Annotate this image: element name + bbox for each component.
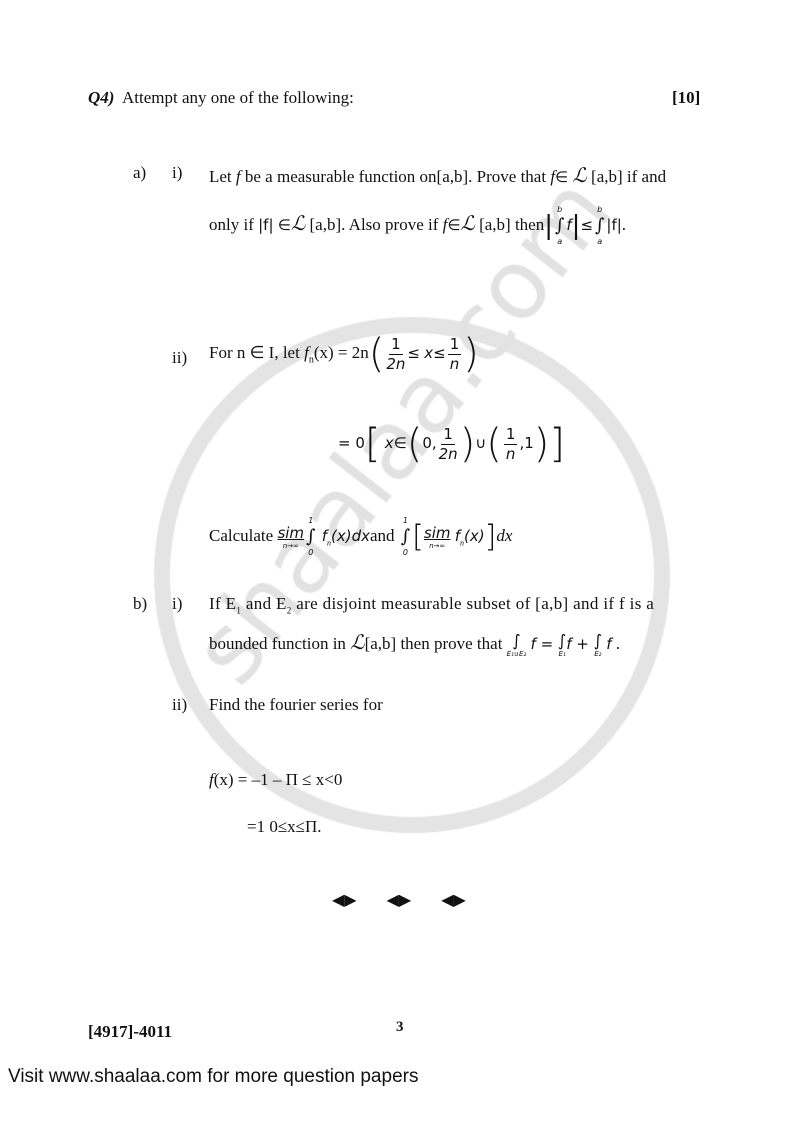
part-a-i-line2: only if |f| ∈ℒ [a,b]. Also prove if f∈ℒ [a,b] then| b ∫ a f|≤ b ∫ a |f|. (209, 205, 627, 246)
page-number: 3 (396, 1019, 404, 1035)
question-instruction: Attempt any one of the following: (122, 88, 354, 107)
part-a-ii-line1: For n ∈ I, let $f_n(x) = 2n$( $\frac{1}{2n}$ ≤ x≤ $\frac{1}{n}$ ) (209, 331, 479, 377)
part-a-ii-line3: Calculate sim n→∞ 1 ∫ 0 $f_n(x)dxand$ 1 ∫ 0 [ sim n→∞ $f_n(x)]dx$ (209, 516, 513, 557)
part-b-ii-text: Find the fourier series for (209, 695, 383, 714)
end-marks: ◀▶ ◀▶ ◀▶ (332, 890, 466, 909)
part-a-i-label: i) (172, 163, 183, 182)
part-b-i-line1: If $E_1$ and $E_2$ are disjoint measurable subset of [a,b] and if f is a (209, 594, 655, 616)
part-a-label: a) (133, 163, 147, 182)
question-header (88, 88, 354, 108)
paper-code: [4917]-4011 (88, 1022, 173, 1041)
part-b-ii-label: ii) (172, 695, 188, 714)
part-a-i-line1: Let f be a measurable function on[a,b]. Prove that f∈ ℒ [a,b] if and (209, 163, 667, 187)
part-b-i-label: i) (172, 594, 183, 613)
part-b-i-line2: bounded function in ℒ[a,b] then prove that ∫ E₁∪E₂ f = ∫ E₁ f + ∫ E₂ f . (209, 630, 621, 659)
part-a-ii-line2: = 0[ x∈(0, $\frac{1}{2n}$ )∪( $\frac{1}{n}$ ,1)] (338, 421, 565, 467)
part-b-label: b) (133, 594, 148, 613)
part-b-ii-eq1: f(x) = –1 – Π ≤ x<0 (209, 770, 343, 789)
part-a-ii-label: ii) (172, 348, 188, 367)
question-marks: [10] (672, 88, 701, 107)
part-b-ii-eq2: =1 0≤x≤Π. (247, 817, 322, 836)
banner-link[interactable]: Visit www.shaalaa.com for more question papers (8, 1066, 419, 1087)
question-number: Q4) (88, 88, 115, 107)
